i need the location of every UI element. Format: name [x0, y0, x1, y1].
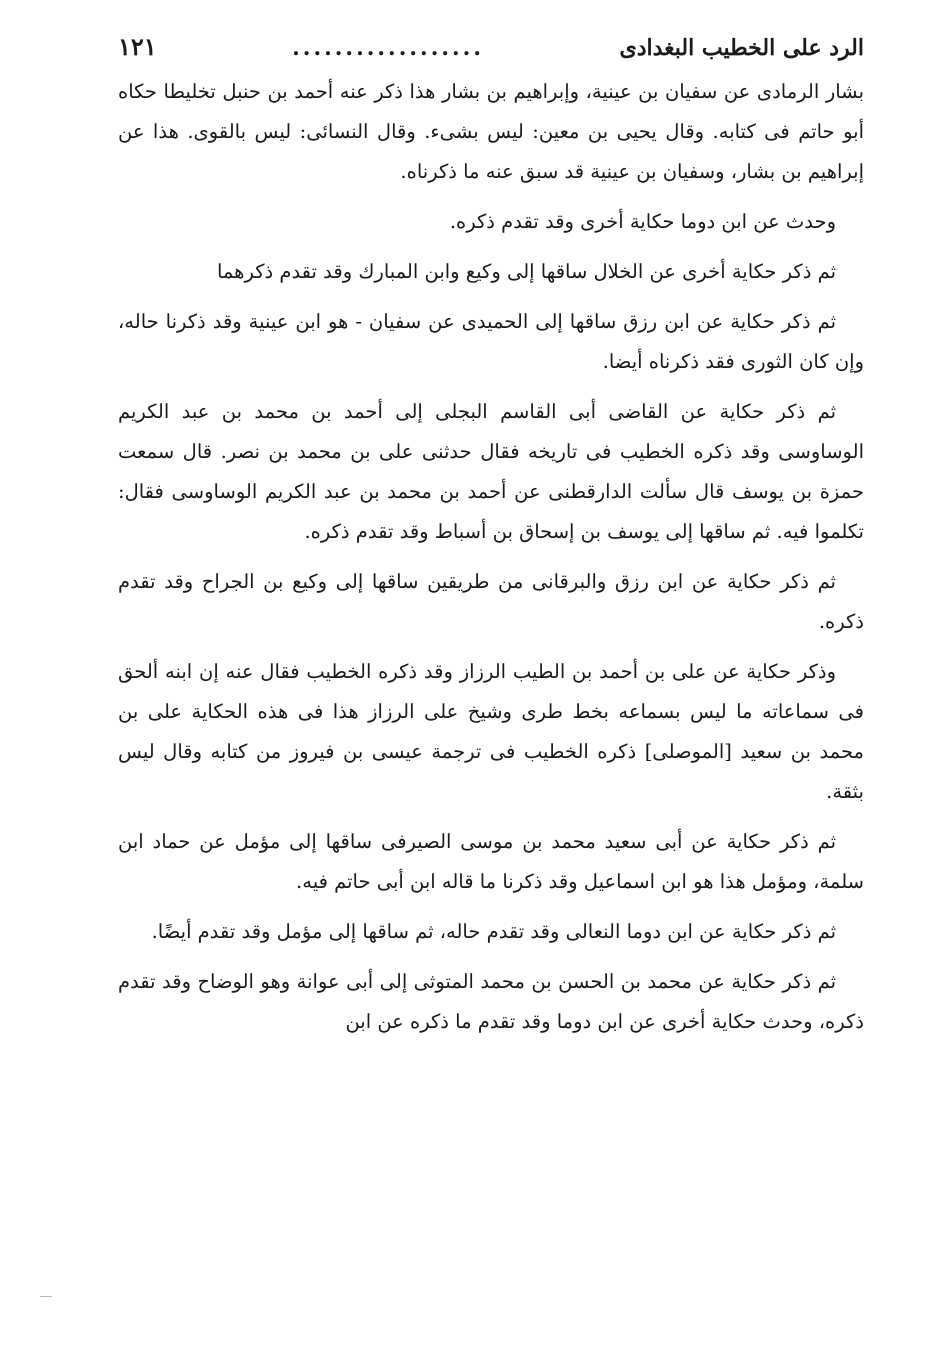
scan-edge-mark — [40, 1296, 52, 1297]
book-page — [118, 22, 864, 1342]
paragraph: ثم ذكر حكاية عن ابن رزق ساقها إلى الحميدى عن سفيان - هو ابن عينية وقد ذكرنا حاله، وإن كان الثورى فقد ذكرناه أيضا. — [118, 310, 864, 373]
body-text — [118, 72, 864, 1042]
running-title: الرد على الخطيب البغدادى — [619, 35, 864, 61]
paragraph: وحدث عن ابن دوما حكاية أخرى وقد تقدم ذكره. — [449, 210, 836, 233]
paragraph: بشار الرمادى عن سفيان بن عينية، وإبراهيم بن بشار هذا ذكر عنه أحمد بن حنبل تخليطا حكاه أبو حاتم فى كتابه. وقال يحيى بن معين: ليس بشىء. وقال النسائى: ليس بالقوى. هذا عن إبراهيم بن بشار، وسفيان بن عينية قد سبق عنه ما ذكرناه. — [118, 80, 864, 183]
paragraph: وذكر حكاية عن على بن أحمد بن الطيب الرزاز وقد ذكره الخطيب فقال عنه إن ابنه ألحق فى سماعاته ما ليس بسماعه بخط طرى وشيخ على الرزاز هذا فى هذه الحكاية على بن محمد بن سعيد [الموصلى] ذكره الخطيب فى ترجمة عيسى بن فيروز من كتابه وقال ليس بثقة. — [118, 660, 864, 803]
paragraph: ثم ذكر حكاية عن ابن دوما النعالى وقد تقدم حاله، ثم ساقها إلى مؤمل وقد تقدم أيضًا. — [151, 920, 836, 943]
running-header — [118, 22, 864, 72]
paragraph: ثم ذكر حكاية عن أبى سعيد محمد بن موسى الصيرفى ساقها إلى مؤمل عن حماد ابن سلمة، ومؤمل هذا هو ابن اسماعيل وقد ذكرنا ما قاله ابن أبى حاتم فيه. — [118, 830, 864, 893]
leader-dots: .................. — [292, 35, 484, 61]
paragraph: ثم ذكر حكاية أخرى عن الخلال ساقها إلى وكيع وابن المبارك وقد تقدم ذكرهما — [216, 260, 836, 283]
paragraph: ثم ذكر حكاية عن القاضى أبى القاسم البجلى إلى أحمد بن محمد بن عبد الكريم الوساوسى وقد ذكره الخطيب فى تاريخه فقال حدثنى على بن محمد بن نصر. قال سمعت حمزة بن يوسف قال سألت الدارقطنى عن أحمد بن محمد بن عبد الكريم الوساوسى فقال: تكلموا فيه. ثم ساقها إلى يوسف بن إسحاق بن أسباط وقد تقدم ذكره. — [118, 400, 864, 543]
page-number: ١٢١ — [118, 32, 157, 61]
paragraph: ثم ذكر حكاية عن ابن رزق والبرقانى من طريقين ساقها إلى وكيع بن الجراح وقد تقدم ذكره. — [118, 570, 864, 633]
paragraph: ثم ذكر حكاية عن محمد بن الحسن بن محمد المتوثى إلى أبى عوانة وهو الوضاح وقد تقدم ذكره، وحدث حكاية أخرى عن ابن دوما وقد تقدم ما ذكره عن ابن — [118, 970, 864, 1033]
